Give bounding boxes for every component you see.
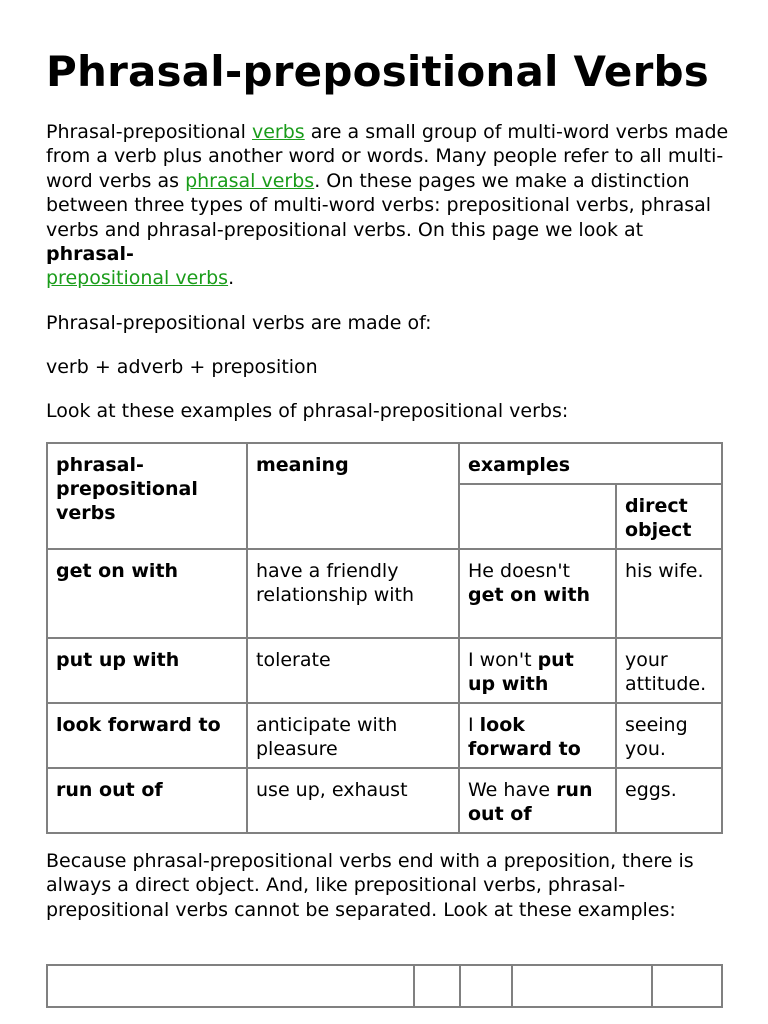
verb-text: put up with	[56, 649, 180, 671]
intro-paragraph	[46, 120, 736, 291]
prepositional-verbs-link[interactable]: prepositional verbs	[46, 267, 229, 290]
example-cell	[459, 549, 616, 638]
second-table-cell	[414, 965, 460, 1007]
second-table-cell	[652, 965, 722, 1007]
example-cell	[459, 768, 616, 833]
verb-text: look forward to	[56, 714, 221, 736]
formula-text: verb + adverb + preposition	[46, 356, 318, 378]
table-row	[47, 768, 722, 833]
verb-cell	[47, 638, 247, 703]
intro-text-3: . On these pages we make a distinction between three types of multi-word verbs: prepositional verbs, phrasal verbs and phrasal-prepositional verbs. On this page we look at	[46, 169, 712, 241]
object-cell: your attitude.	[616, 638, 722, 703]
verbs-table	[46, 442, 723, 834]
example-text: I	[468, 714, 480, 736]
second-table-cell	[47, 965, 414, 1007]
second-table-cell	[460, 965, 512, 1007]
verb-text: run out of	[56, 779, 163, 801]
header-direct-object-label: direct object	[625, 495, 692, 541]
meaning-cell: tolerate	[247, 638, 459, 703]
verb-cell	[47, 703, 247, 768]
example-verb: put up with	[468, 649, 574, 695]
intro-text-4: .	[228, 267, 235, 290]
header-verbs	[47, 443, 247, 549]
intro-text-2: are a small group of multi-word verbs made from a verb plus another word or words. Many people refer to all multi-word verbs as	[46, 121, 729, 192]
header-examples-blank	[459, 484, 616, 549]
example-cell	[459, 703, 616, 768]
example-verb: run out of	[468, 779, 593, 825]
page-title: Phrasal-prepositional Verbs	[46, 47, 709, 96]
header-verbs-label: phrasal-prepositional verbs	[56, 454, 198, 524]
header-direct-object	[616, 484, 722, 549]
example-text: We have	[468, 779, 557, 801]
second-table-cell	[512, 965, 652, 1007]
verb-text: get on with	[56, 560, 179, 582]
object-cell: eggs.	[616, 768, 722, 833]
example-text: He doesn't	[468, 560, 571, 582]
header-examples-label: examples	[468, 454, 571, 476]
meaning-cell: use up, exhaust	[247, 768, 459, 833]
made-of-text: Phrasal-prepositional verbs are made of:	[46, 312, 432, 334]
table-row	[47, 638, 722, 703]
object-cell: his wife.	[616, 549, 722, 638]
meaning-cell: anticipate with pleasure	[247, 703, 459, 768]
header-meaning	[247, 443, 459, 549]
object-cell: seeing you.	[616, 703, 722, 768]
phrasal-verbs-link[interactable]: phrasal verbs	[185, 169, 315, 192]
example-verb: get on with	[468, 584, 591, 606]
because-paragraph: Because phrasal-prepositional verbs end with a preposition, there is always a direct object. And, like prepositional verbs, phrasal-prepositional verbs cannot be separated. Look at these examples:	[46, 850, 694, 921]
intro-text-1: Phrasal-prepositional	[46, 121, 252, 143]
table-row	[47, 549, 722, 638]
example-verb: look forward to	[468, 714, 581, 760]
verbs-link[interactable]: verbs	[252, 121, 305, 143]
example-cell	[459, 638, 616, 703]
header-meaning-label: meaning	[256, 454, 349, 476]
table-row	[47, 703, 722, 768]
second-table	[46, 964, 723, 1008]
intro-bold-term: phrasal-	[46, 243, 134, 266]
header-examples	[459, 443, 722, 484]
example-text: I won't	[468, 649, 538, 671]
meaning-cell: have a friendly relationship with	[247, 549, 459, 638]
verb-cell	[47, 768, 247, 833]
look-examples-text: Look at these examples of phrasal-prepositional verbs:	[46, 400, 569, 422]
verb-cell	[47, 549, 247, 638]
